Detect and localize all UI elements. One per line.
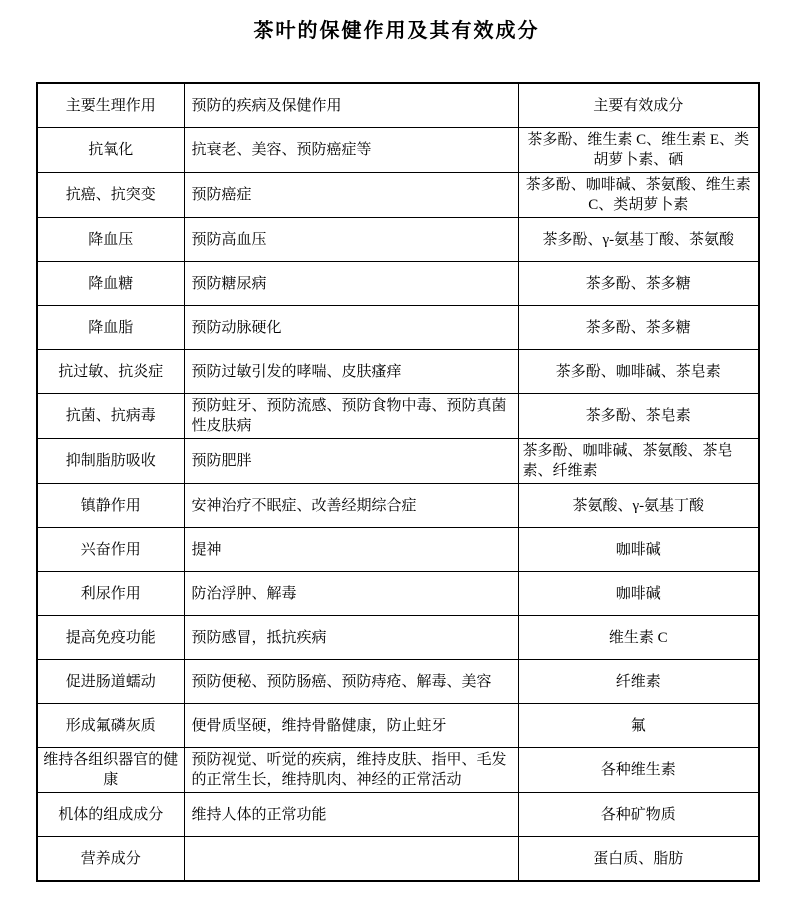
header-physiological-function: 主要生理作用: [37, 83, 184, 128]
prevention-cell: 维持人体的正常功能: [184, 793, 518, 837]
table-row: [37, 350, 759, 394]
prevention-cell: 预防感冒，抵抗疾病: [184, 616, 518, 660]
table-row: [37, 218, 759, 262]
components-cell: 咖啡碱: [518, 528, 759, 572]
components-cell: 茶多酚、茶皂素: [518, 394, 759, 439]
table-row: [37, 704, 759, 748]
physiological-function-cell: 形成氟磷灰质: [37, 704, 184, 748]
components-cell: 茶多酚、咖啡碱、茶皂素: [518, 350, 759, 394]
components-cell: 纤维素: [518, 660, 759, 704]
physiological-function-cell: 抑制脂肪吸收: [37, 439, 184, 484]
prevention-cell: 防治浮肿、解毒: [184, 572, 518, 616]
table-row: [37, 616, 759, 660]
table-row: [37, 528, 759, 572]
physiological-function-cell: 抗过敏、抗炎症: [37, 350, 184, 394]
physiological-function-cell: 抗癌、抗突变: [37, 173, 184, 218]
prevention-cell: 预防癌症: [184, 173, 518, 218]
physiological-function-cell: 降血糖: [37, 262, 184, 306]
components-cell: 各种矿物质: [518, 793, 759, 837]
physiological-function-cell: 提高免疫功能: [37, 616, 184, 660]
components-cell: 维生素 C: [518, 616, 759, 660]
physiological-function-cell: 降血脂: [37, 306, 184, 350]
physiological-function-cell: 机体的组成成分: [37, 793, 184, 837]
prevention-cell: 提神: [184, 528, 518, 572]
physiological-function-cell: 镇静作用: [37, 484, 184, 528]
components-cell: 茶多酚、咖啡碱、茶氨酸、茶皂素、纤维素: [518, 439, 759, 484]
table-header-row: [37, 83, 759, 128]
prevention-cell: [184, 837, 518, 882]
physiological-function-cell: 抗氧化: [37, 128, 184, 173]
prevention-cell: 预防肥胖: [184, 439, 518, 484]
prevention-cell: 抗衰老、美容、预防癌症等: [184, 128, 518, 173]
header-prevention-health-effect: 预防的疾病及保健作用: [184, 83, 518, 128]
physiological-function-cell: 抗菌、抗病毒: [37, 394, 184, 439]
table-row: [37, 128, 759, 173]
prevention-cell: 预防动脉硬化: [184, 306, 518, 350]
prevention-cell: 预防蛀牙、预防流感、预防食物中毒、预防真菌性皮肤病: [184, 394, 518, 439]
physiological-function-cell: 利尿作用: [37, 572, 184, 616]
prevention-cell: 预防高血压: [184, 218, 518, 262]
prevention-cell: 预防视觉、听觉的疾病，维持皮肤、指甲、毛发的正常生长，维持肌肉、神经的正常活动: [184, 748, 518, 793]
components-cell: 茶多酚、维生素 C、维生素 E、类胡萝卜素、硒: [518, 128, 759, 173]
table-row: [37, 306, 759, 350]
table-row: [37, 837, 759, 882]
table-row: [37, 173, 759, 218]
physiological-function-cell: 兴奋作用: [37, 528, 184, 572]
table-row: [37, 262, 759, 306]
components-cell: 氟: [518, 704, 759, 748]
table-row: [37, 793, 759, 837]
components-cell: 咖啡碱: [518, 572, 759, 616]
table-row: [37, 439, 759, 484]
table-row: [37, 660, 759, 704]
table-body: [37, 128, 759, 882]
tea-benefits-table: [36, 82, 760, 882]
components-cell: 茶多酚、茶多糖: [518, 306, 759, 350]
prevention-cell: 便骨质坚硬，维持骨骼健康，防止蛀牙: [184, 704, 518, 748]
physiological-function-cell: 营养成分: [37, 837, 184, 882]
prevention-cell: 预防过敏引发的哮喘、皮肤瘙痒: [184, 350, 518, 394]
components-cell: 茶氨酸、γ-氨基丁酸: [518, 484, 759, 528]
components-cell: 茶多酚、茶多糖: [518, 262, 759, 306]
physiological-function-cell: 降血压: [37, 218, 184, 262]
table-row: [37, 394, 759, 439]
components-cell: 茶多酚、γ-氨基丁酸、茶氨酸: [518, 218, 759, 262]
components-cell: 各种维生素: [518, 748, 759, 793]
physiological-function-cell: 促进肠道蠕动: [37, 660, 184, 704]
components-cell: 茶多酚、咖啡碱、茶氨酸、维生素 C、类胡萝卜素: [518, 173, 759, 218]
prevention-cell: 预防便秘、预防肠癌、预防痔疮、解毒、美容: [184, 660, 518, 704]
page-title: 茶叶的保健作用及其有效成分: [253, 20, 540, 42]
header-main-effective-components: 主要有效成分: [518, 83, 759, 128]
components-cell: 蛋白质、脂肪: [518, 837, 759, 882]
table-row: [37, 484, 759, 528]
table-row: [37, 572, 759, 616]
table-row: [37, 748, 759, 793]
physiological-function-cell: 维持各组织器官的健康: [37, 748, 184, 793]
prevention-cell: 预防糖尿病: [184, 262, 518, 306]
prevention-cell: 安神治疗不眠症、改善经期综合症: [184, 484, 518, 528]
